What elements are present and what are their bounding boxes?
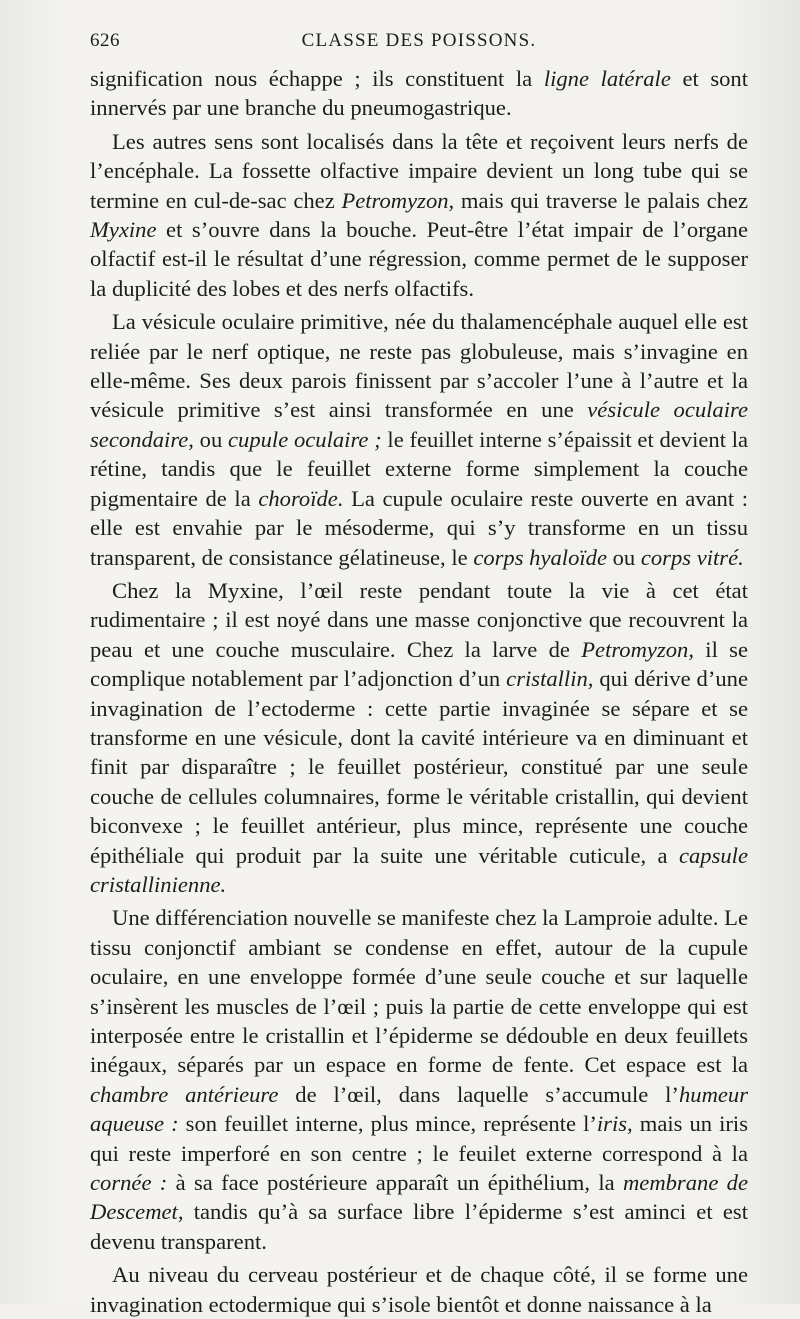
paragraph xyxy=(90,127,748,303)
paragraph xyxy=(90,64,748,123)
text-run: son feuillet interne, plus mince, représente l’ xyxy=(178,1111,597,1137)
italic-term: choroïde. xyxy=(258,485,344,511)
italic-term: cristallin, xyxy=(506,666,594,692)
italic-term: iris, xyxy=(596,1111,633,1137)
text-run: La cupule oculaire reste ouverte en avant : elle est envahie par le mésoderme, qui s’y transforme en un tissu transparent, de consistance gélatineuse, le xyxy=(90,485,748,570)
paragraph xyxy=(90,576,748,899)
italic-term: chambre antérieure xyxy=(90,1081,279,1107)
italic-term: membrane de Descemet, xyxy=(90,1170,748,1225)
text-run: ou xyxy=(606,544,641,570)
text-run: Chez la Myxine, l’œil reste pendant toute la vie à cet état rudimentaire ; il est noyé dans une masse conjonctive que recouvrent la peau et une couche musculaire. Chez la larve de xyxy=(90,577,748,662)
text-run: ou xyxy=(193,426,229,452)
text-run: tandis qu’à sa surface libre l’épiderme s’est aminci et est devenu transparent. xyxy=(90,1199,748,1254)
italic-term: Myxine xyxy=(90,217,157,243)
text-run: de l’œil, dans laquelle s’accumule l’ xyxy=(278,1081,679,1107)
text-run: Une différenciation nouvelle se manifeste chez la Lamproie adulte. Le tissu conjonctif ambiant se condense en effet, autour de la cupule oculaire, en une enveloppe formée d’une seule couche et sur laquelle s’insèrent les muscles de l’œil ; puis la partie de cette enveloppe qui est interposée entre le cristallin et l’épiderme se dédouble en deux feuillets inégaux, séparés par un espace en forme de fente. Cet espace est la xyxy=(90,905,748,1078)
text-run: le feuillet interne s’épaissit et devient la rétine, tandis que le feuillet externe forme simplement la couche pigmentaire de la xyxy=(90,426,749,511)
text-run: à sa face postérieure apparaît un épithélium, la xyxy=(167,1170,623,1196)
italic-term: ligne latérale xyxy=(543,66,671,91)
italic-term: cupule oculaire ; xyxy=(228,426,382,452)
italic-term: corps hyaloïde xyxy=(473,544,607,570)
text-run: Les autres sens sont localisés dans la tête et reçoivent leurs nerfs de l’encéphale. La fossette olfactive impaire devient un long tube qui se termine en cul-de-sac chez xyxy=(90,128,748,213)
text-run: signification nous échappe ; ils constituent la xyxy=(90,66,544,91)
italic-term: corps vitré. xyxy=(640,544,744,570)
text-run: mais un iris qui reste imperforé en son centre ; le feuilet externe correspond à la xyxy=(90,1111,748,1166)
italic-term: cornée : xyxy=(90,1170,168,1196)
text-run: qui dérive d’une invagination de l’ectoderme : cette partie invaginée se sépare et se transforme en une vésicule, dont la cavité intérieure va en diminuant et finit par disparaître ; le feuillet postérieur, constitué par une seule couche de cellules columnaires, forme le véritable cristallin, qui devient biconvexe ; le feuillet antérieur, plus mince, représente une couche épithéliale qui produit par la suite une véritable cuticule, a xyxy=(90,666,748,868)
page-header xyxy=(90,30,748,58)
text-run: et sont innervés par une branche du pneumogastrique. xyxy=(90,66,748,121)
body-text xyxy=(90,64,748,1319)
text-run: il se complique notablement par l’adjonction d’un xyxy=(90,636,748,692)
text-run: Au niveau du cerveau postérieur et de chaque côté, il se forme une invagination ectodermique qui s’isole bientôt et donne naissance à la xyxy=(90,1262,748,1317)
paragraph xyxy=(90,903,748,1256)
page-number: 626 xyxy=(90,30,120,51)
paragraph xyxy=(90,1260,748,1319)
text-run: La vésicule oculaire primitive, née du thalamencéphale auquel elle est reliée par le nerf optique, ne reste pas globuleuse, mais s’invagine en elle-même. Ses deux parois finissent par s’accoler l’une à l’autre et la vésicule primitive s’est ainsi transformée en une xyxy=(90,309,748,423)
paragraph xyxy=(90,307,748,572)
italic-term: vésicule oculaire secondaire, xyxy=(90,397,748,452)
running-title: CLASSE DES POISSONS. xyxy=(301,30,537,51)
italic-term: humeur aqueuse : xyxy=(90,1081,748,1137)
italic-term: capsule cristallinienne. xyxy=(90,842,748,897)
text-run: et s’ouvre dans la bouche. Peut-être l’état impair de l’organe olfactif est-il le résultat d’une régression, comme permet de le supposer la duplicité des lobes et des nerfs olfactifs. xyxy=(90,217,748,301)
italic-term: Petromyzon, xyxy=(581,636,694,662)
italic-term: Petromyzon, xyxy=(341,187,455,213)
text-run: mais qui traverse le palais chez xyxy=(454,187,748,213)
